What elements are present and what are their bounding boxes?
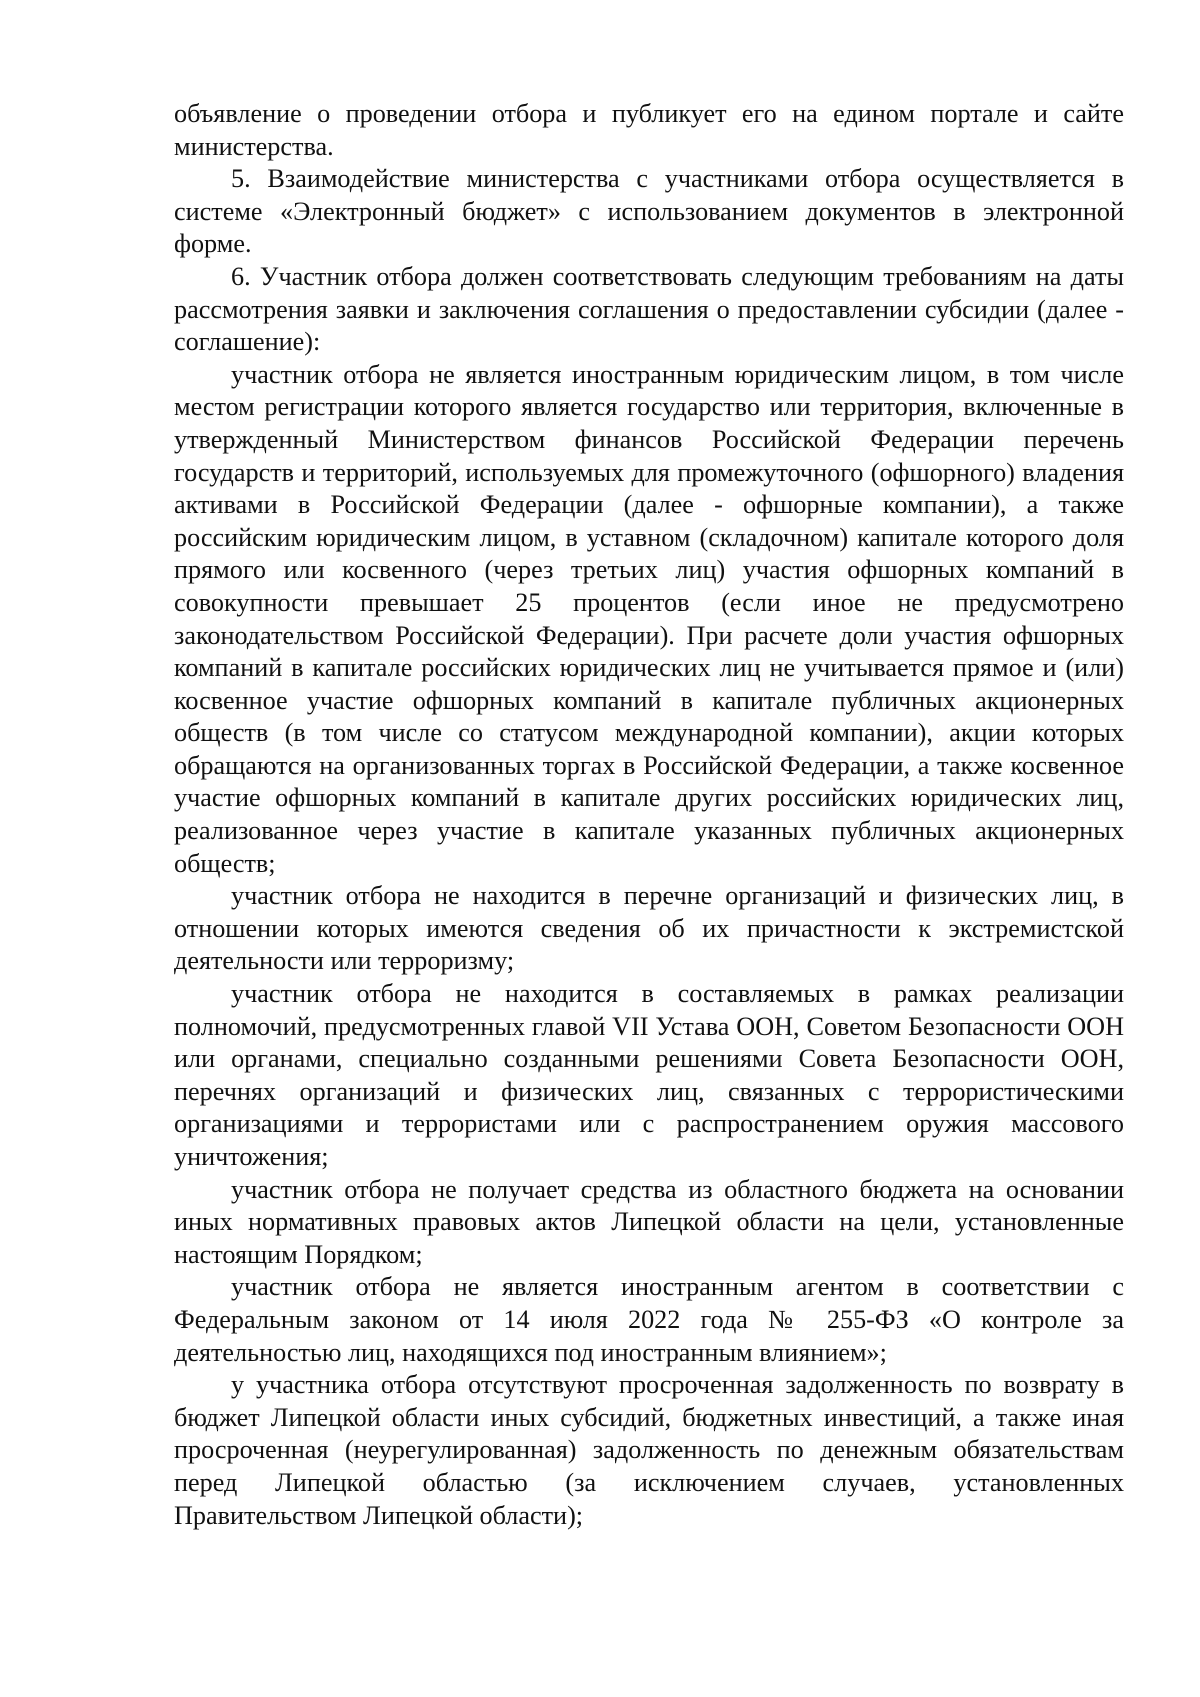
paragraph-continuation: объявление о проведении отбора и публикует его на едином портале и сайте министерства. — [174, 99, 1124, 161]
requirement-regional-budget: участник отбора не получает средства из областного бюджета на основании иных нормативных правовых актов Липецкой области на цели, установленные настоящим Порядком; — [174, 1174, 1124, 1269]
requirement-extremism: участник отбора не находится в перечне организаций и физических лиц, в отношении которых имеются сведения об их причастности к экстремистской деятельности или терроризму; — [174, 881, 1124, 976]
paragraph-item-6: 6. Участник отбора должен соответствовать следующим требованиям на даты рассмотрения заявки и заключения соглашения о предоставлении субсидии (далее - соглашение): — [174, 261, 1124, 357]
requirement-offshore: участник отбора не является иностранным юридическим лицом, в том числе местом регистрации которого является государство или территория, включенные в утвержденный Министерством финансов Российской Федерации перечень государств и территорий, используемых для промежуточного (офшорного) владения активами в Российской Федерации (далее - офшорные компании), а также российским юридическим лицом, в уставном (складочном) капитале которого доля прямого или косвенного (через третьих лиц) участия офшорных компаний в совокупности превышает 25 процентов (если иное не предусмотрено законодательством Российской Федерации). При расчете доли участия офшорных компаний в капитале российских юридических лиц не учитывается прямое и (или) косвенное участие офшорных компаний в капитале публичных акционерных обществ (в том числе со статусом международной компании), акции которых обращаются на организованных торгах в Российской Федерации, а также косвенное участие офшорных компаний в капитале других российских юридических лиц, реализованное через участие в капитале указанных публичных акционерных обществ; — [174, 359, 1124, 878]
paragraph-item-5: 5. Взаимодействие министерства с участниками отбора осуществляется в системе «Электронный бюджет» с использованием документов в электронной форме. — [174, 164, 1124, 259]
document-body — [174, 98, 1124, 1532]
requirement-un-lists: участник отбора не находится в составляемых в рамках реализации полномочий, предусмотренных главой VII Устава ООН, Советом Безопасности ООН или органами, специально созданными решениями Совета Безопасности ООН, перечнях организаций и физических лиц, связанных с террористическими организациями и террористами или с распространением оружия массового уничтожения; — [174, 979, 1124, 1171]
requirement-foreign-agent: участник отбора не является иностранным агентом в соответствии с Федеральным законом от 14 июля 2022 года № 255-ФЗ «О контроле за деятельностью лиц, находящихся под иностранным влиянием»; — [174, 1272, 1124, 1367]
requirement-debt: у участника отбора отсутствуют просроченная задолженность по возврату в бюджет Липецкой области иных субсидий, бюджетных инвестиций, а также иная просроченная (неурегулированная) задолженность по денежным обязательствам перед Липецкой областью (за исключением случаев, установленных Правительством Липецкой области); — [174, 1370, 1124, 1530]
